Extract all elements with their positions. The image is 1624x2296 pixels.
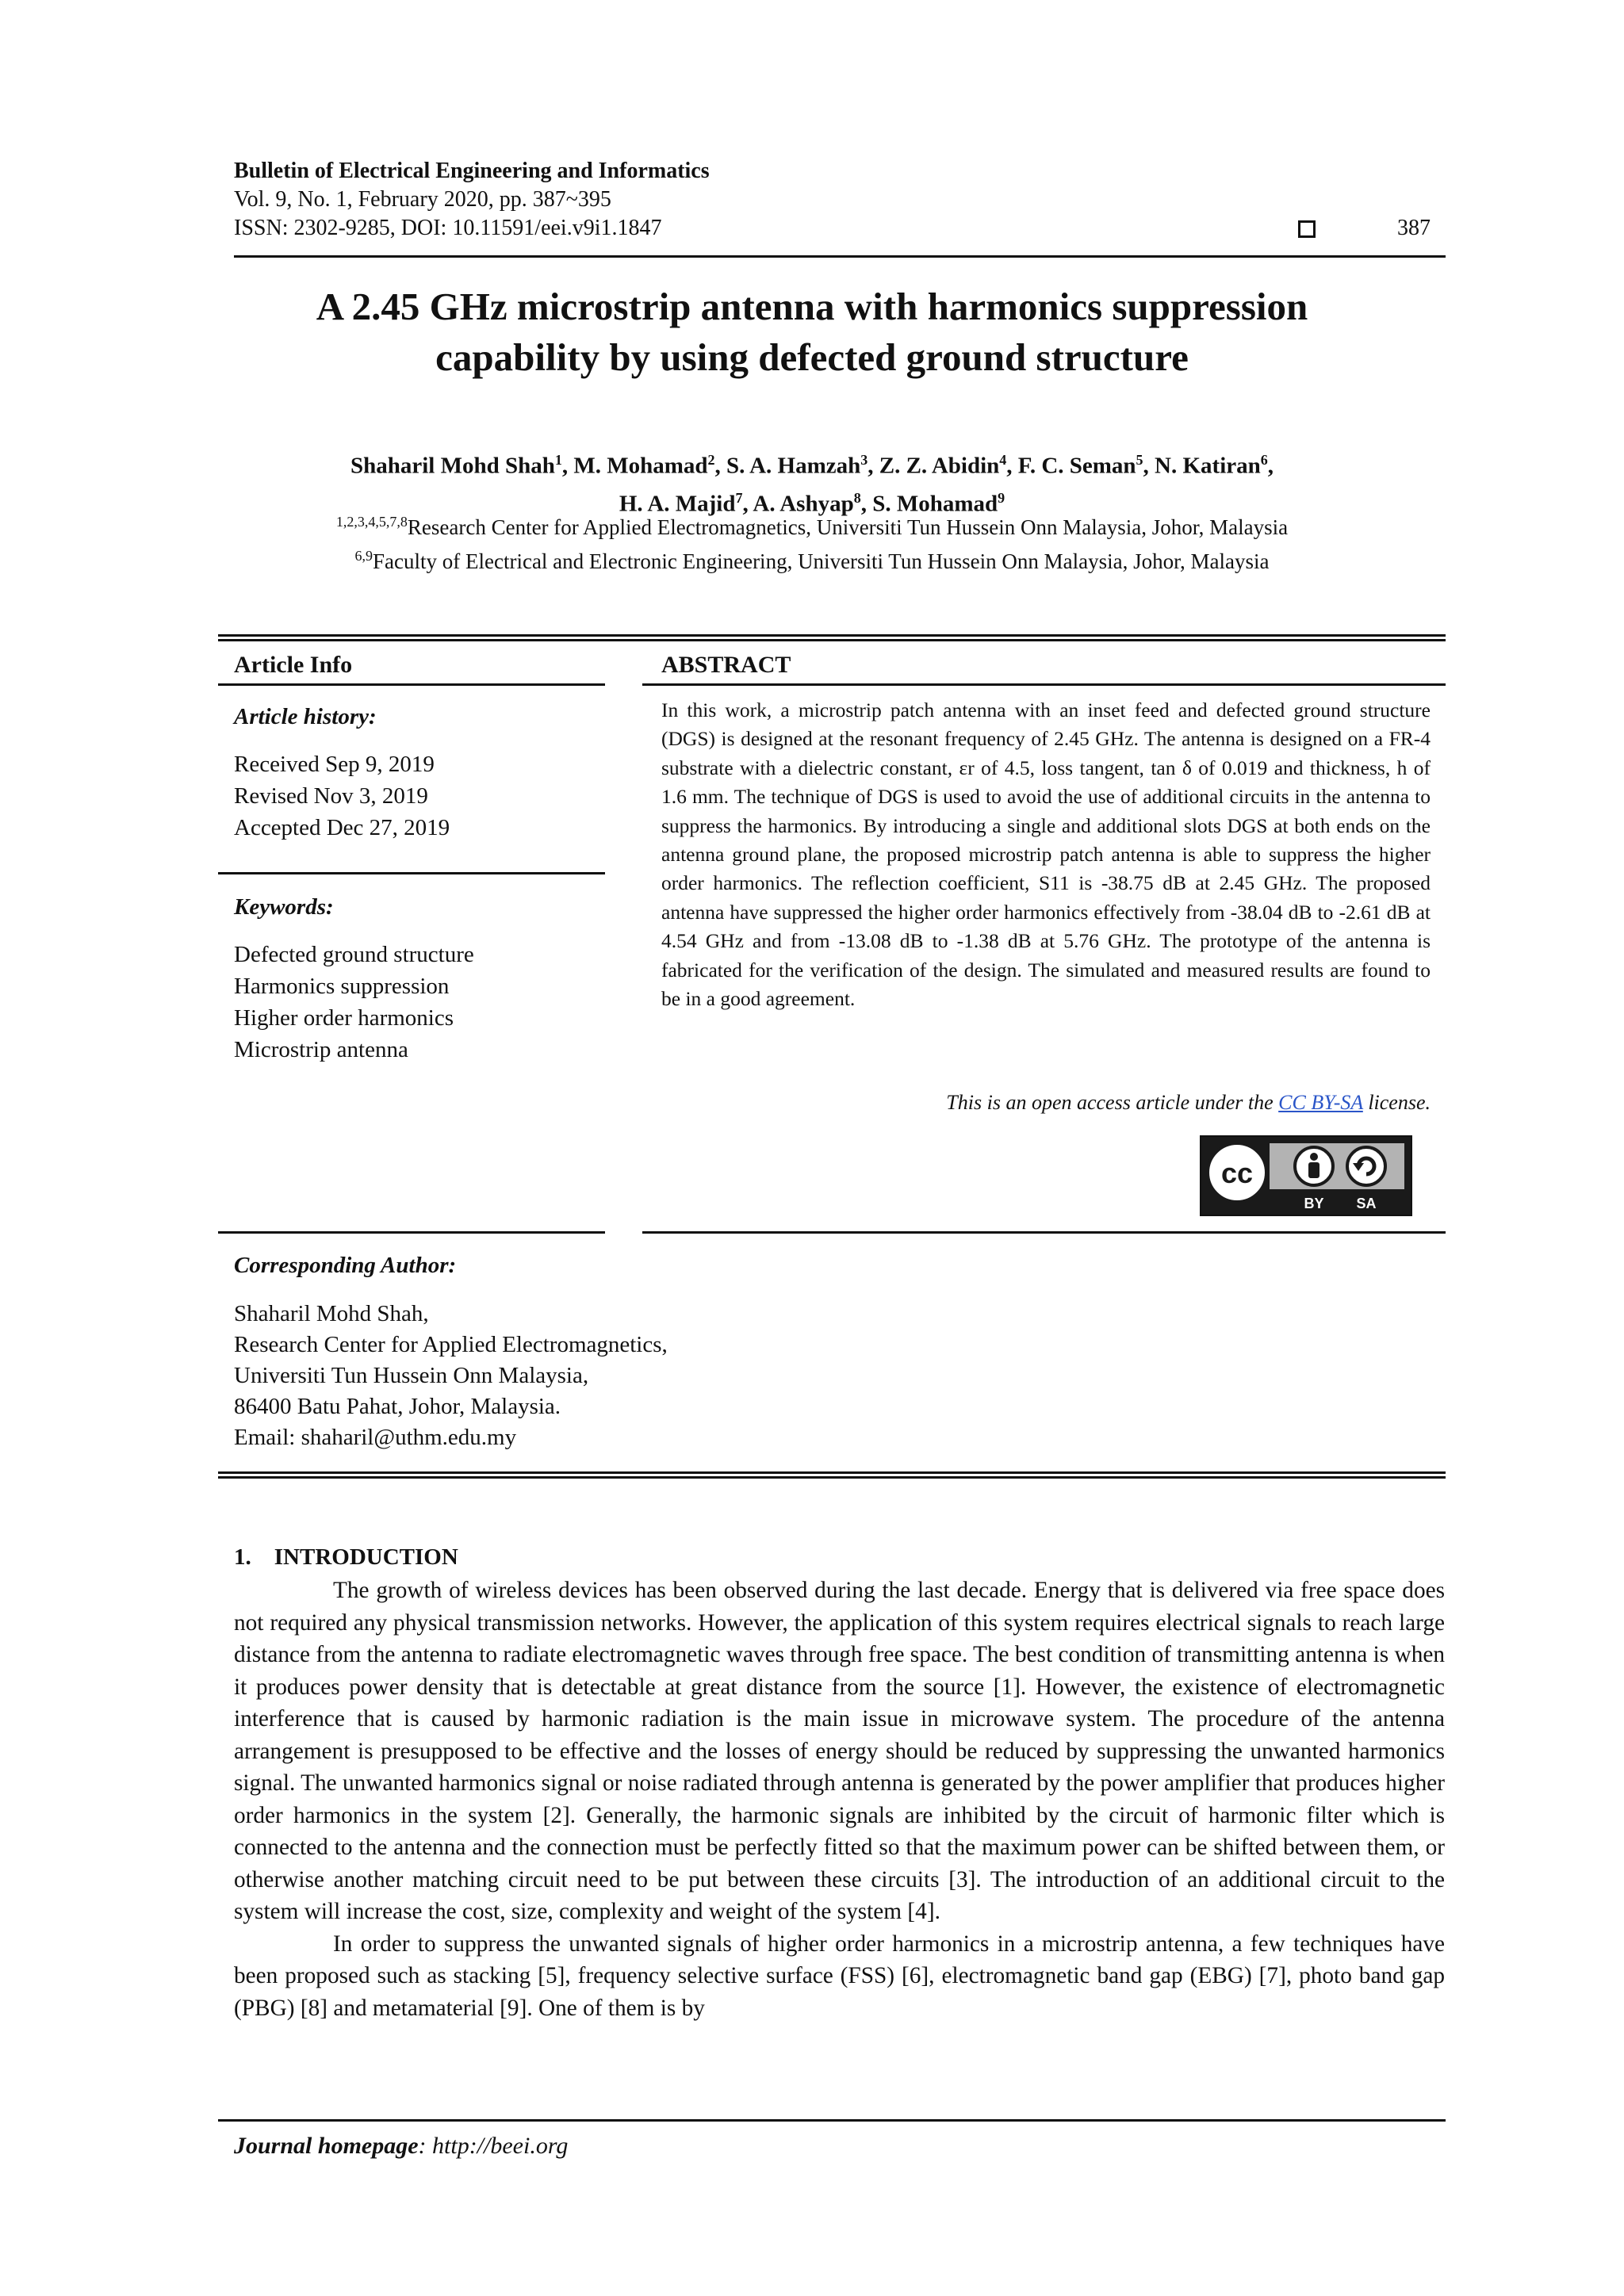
keywords-heading: Keywords: xyxy=(234,894,334,920)
page-number: 387 xyxy=(1397,216,1431,240)
affiliations xyxy=(206,507,1418,576)
abstract-rule xyxy=(642,683,1446,686)
keywords-list xyxy=(234,939,474,1066)
author-dept: Research Center for Applied Electromagnetics, xyxy=(234,1332,668,1357)
title-line-2: capability by using defected ground structure xyxy=(435,335,1189,379)
received-date: Received Sep 9, 2019 xyxy=(234,752,435,777)
svg-text:cc: cc xyxy=(1220,1157,1254,1189)
journal-name: Bulletin of Electrical Engineering and Informatics xyxy=(234,159,710,183)
cc-badge-graphic xyxy=(1201,1137,1411,1215)
intro-paragraph-1: The growth of wireless devices has been observed during the last decade. Energy that is delivered via free space does not required any physical transmission networks. However, the application of this system requires electrical signals to reach large distance from the antenna to radiate electromagnetic waves through free space. The best condition of transmitting antenna is when it produces power density that is detectable at great distance from the source [1]. However, the existence of electromagnetic interference that is caused by harmonic radiation is the main issue in microwave system. The procedure of the antenna arrangement is presupposed to be effective and the losses of energy should be reduced by suppressing the unwanted harmonics signal. The unwanted harmonics signal or noise radiated through antenna is generated by the power amplifier that produces higher order harmonics in the system [2]. Generally, the harmonic signals are inhibited by the circuit of harmonic filter which is connected to the antenna and the connection must be perfectly fitted so that the maximum power can be shifted between them, or otherwise another matching circuit need to be put between these circuits [3]. The introduction of an additional circuit to the system will increase the cost, size, complexity and weight of the system [4]. xyxy=(234,1578,1445,1924)
share-alike-icon xyxy=(1347,1147,1385,1185)
info-box-top-rule xyxy=(218,634,1446,637)
introduction-heading: 1. INTRODUCTION xyxy=(234,1544,458,1570)
intro-paragraph-2: In order to suppress the unwanted signals of higher order harmonics in a microstrip antenna, a few techniques have been proposed such as stacking [5], frequency selective surface (FSS) [6], electromagnetic band gap (EBG) [7], photo band gap (PBG) [8] and metamaterial [9]. One of them is by xyxy=(234,1931,1445,2021)
accepted-date: Accepted Dec 27, 2019 xyxy=(234,815,450,840)
info-box-top-rule-2 xyxy=(218,639,1446,641)
volume-info: Vol. 9, No. 1, February 2020, pp. 387~395 xyxy=(234,187,611,212)
paper-title xyxy=(206,281,1418,383)
article-history-heading: Article history: xyxy=(234,704,377,729)
author-email: Email: shaharil@uthm.edu.my xyxy=(234,1425,517,1450)
history-rule xyxy=(218,872,605,874)
article-info-bottom-rule xyxy=(218,1231,605,1234)
journal-homepage: Journal homepage: http://beei.org xyxy=(234,2133,569,2159)
article-info-rule xyxy=(218,683,605,686)
svg-text:SA: SA xyxy=(1356,1196,1377,1211)
keyword: Defected ground structure xyxy=(234,942,474,967)
open-access-note: This is an open access article under the CC BY-SA license. xyxy=(946,1091,1431,1114)
affiliation-2: $^{6,9}$Faculty of Electrical and Electronic Engineering, Universiti Tun Hussein Onn Malaysia, Johor, Malaysia xyxy=(354,548,1270,573)
issn-doi: ISSN: 2302-9285, DOI: 10.11591/eei.v9i1.1847 xyxy=(234,216,662,240)
revised-date: Revised Nov 3, 2019 xyxy=(234,783,428,809)
svg-text:BY: BY xyxy=(1304,1196,1324,1211)
info-box-bottom-rule-2 xyxy=(218,1476,1446,1479)
info-box-bottom-rule xyxy=(218,1471,1446,1474)
header-rule xyxy=(234,255,1446,258)
corresponding-author-heading: Corresponding Author: xyxy=(234,1253,457,1278)
author-univ: Universiti Tun Hussein Onn Malaysia, xyxy=(234,1363,589,1388)
footer-rule xyxy=(218,2119,1446,2122)
abstract-heading: ABSTRACT xyxy=(661,652,791,678)
abstract-paragraph: In this work, a microstrip patch antenna with an inset feed and defected ground structure (DGS) is designed at the resonant frequency of 2.45 GHz. The antenna is designed on a FR-4 substrate with a dielectric constant, εr of 4.5, loss tangent, tan δ of 0.019 and thickness, h of 1.6 mm. The technique of DGS is used to avoid the use of additional circuits in the antenna to suppress the harmonics. By introducing a single and additional slots DGS at both ends on the antenna ground plane, the proposed microstrip patch antenna is able to suppress the higher order harmonics. The reflection coefficient, S11 is -38.75 dB at 2.45 GHz. The proposed antenna have suppressed the higher order harmonics effectively from -38.04 dB to -2.61 dB at 4.54 GHz and from -13.08 dB to -1.38 dB at 5.76 GHz. The prototype of the antenna is fabricated for the verification of the design. The simulated and measured results are found to be in a good agreement. xyxy=(661,698,1431,1011)
cc-license-badge xyxy=(1200,1135,1412,1216)
abstract-bottom-rule xyxy=(642,1231,1446,1234)
author-line-1: Shaharil Mohd Shah$^1$, M. Mohamad$^2$, S. A. Hamzah$^3$, Z. Z. Abidin$^4$, F. C. Seman$^5$, N. Katiran$^6$, xyxy=(350,452,1274,479)
abstract-text xyxy=(661,696,1431,1013)
keyword: Microstrip antenna xyxy=(234,1037,408,1062)
checkbox-square-icon xyxy=(1298,220,1316,238)
keyword: Higher order harmonics xyxy=(234,1005,454,1031)
article-info-heading: Article Info xyxy=(234,652,353,678)
cc-by-sa-link[interactable]: CC BY-SA xyxy=(1278,1091,1363,1114)
keyword: Harmonics suppression xyxy=(234,974,450,999)
corresponding-author-details xyxy=(234,1299,668,1453)
title-line-1: A 2.45 GHz microstrip antenna with harmonics suppression xyxy=(316,285,1308,328)
introduction-body xyxy=(234,1575,1445,2024)
author-name: Shaharil Mohd Shah, xyxy=(234,1301,429,1326)
author-address: 86400 Batu Pahat, Johor, Malaysia. xyxy=(234,1394,561,1419)
article-history xyxy=(234,748,450,844)
affiliation-1: $^{1,2,3,4,5,7,8}$Research Center for Applied Electromagnetics, Universiti Tun Hussein Onn Malaysia, Johor, Malaysia xyxy=(335,514,1289,539)
author-line-2: H. A. Majid$^7$, A. Ashyap$^8$, S. Mohamad$^9$ xyxy=(619,489,1005,517)
